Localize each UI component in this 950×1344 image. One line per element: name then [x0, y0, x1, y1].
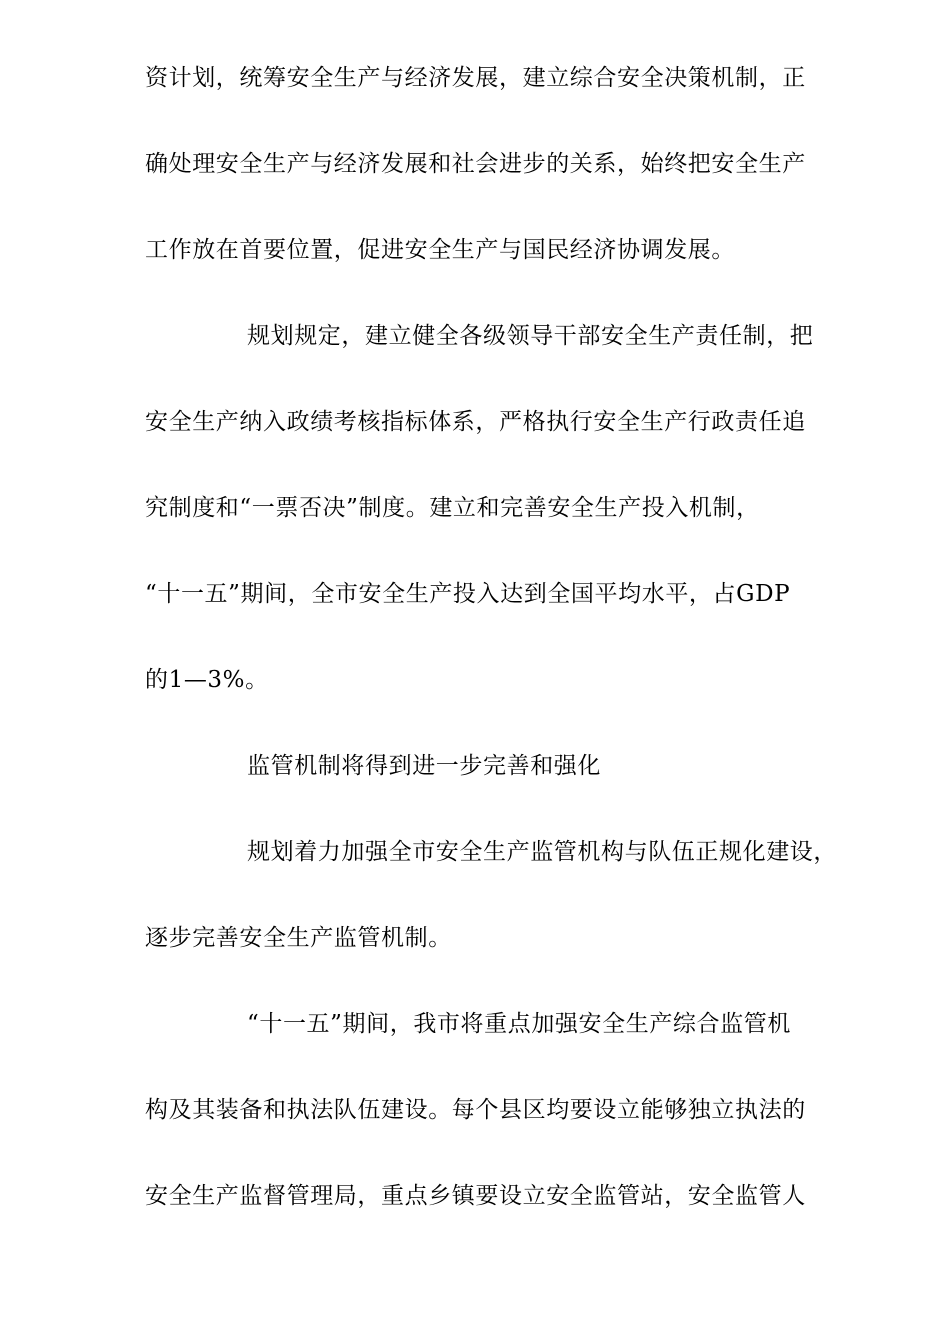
- text-line-2: 确处理安全生产与经济发展和社会进步的关系，始终把安全生产: [145, 151, 806, 177]
- text-line-14: 安全生产监督管理局，重点乡镇要设立安全监管站，安全监管人: [145, 1183, 806, 1209]
- text-line-13: 构及其装备和执法队伍建设。每个县区均要设立能够独立执法的: [145, 1097, 806, 1123]
- text-line-3: 工作放在首要位置，促进安全生产与国民经济协调发展。: [145, 237, 735, 263]
- text-line-6: 究制度和“一票否决”制度。建立和完善安全生产投入机制，: [145, 495, 760, 521]
- text-line-10: 规划着力加强全市安全生产监管机构与队伍正规化建设，: [247, 839, 837, 865]
- text-line-11: 逐步完善安全生产监管机制。: [145, 925, 452, 951]
- text-line-1: 资计划，统筹安全生产与经济发展，建立综合安全决策机制，正: [145, 65, 806, 91]
- text-line-8: 的1—3%。: [145, 667, 269, 693]
- text-line-4: 规划规定，建立健全各级领导干部安全生产责任制，把: [247, 323, 814, 349]
- text-line-5: 安全生产纳入政绩考核指标体系，严格执行安全生产行政责任追: [145, 409, 806, 435]
- text-line-7: “十一五”期间，全市安全生产投入达到全国平均水平，占GDP: [145, 581, 791, 607]
- section-heading: 监管机制将得到进一步完善和强化: [247, 753, 601, 779]
- text-line-12: “十一五”期间，我市将重点加强安全生产综合监管机: [247, 1011, 791, 1037]
